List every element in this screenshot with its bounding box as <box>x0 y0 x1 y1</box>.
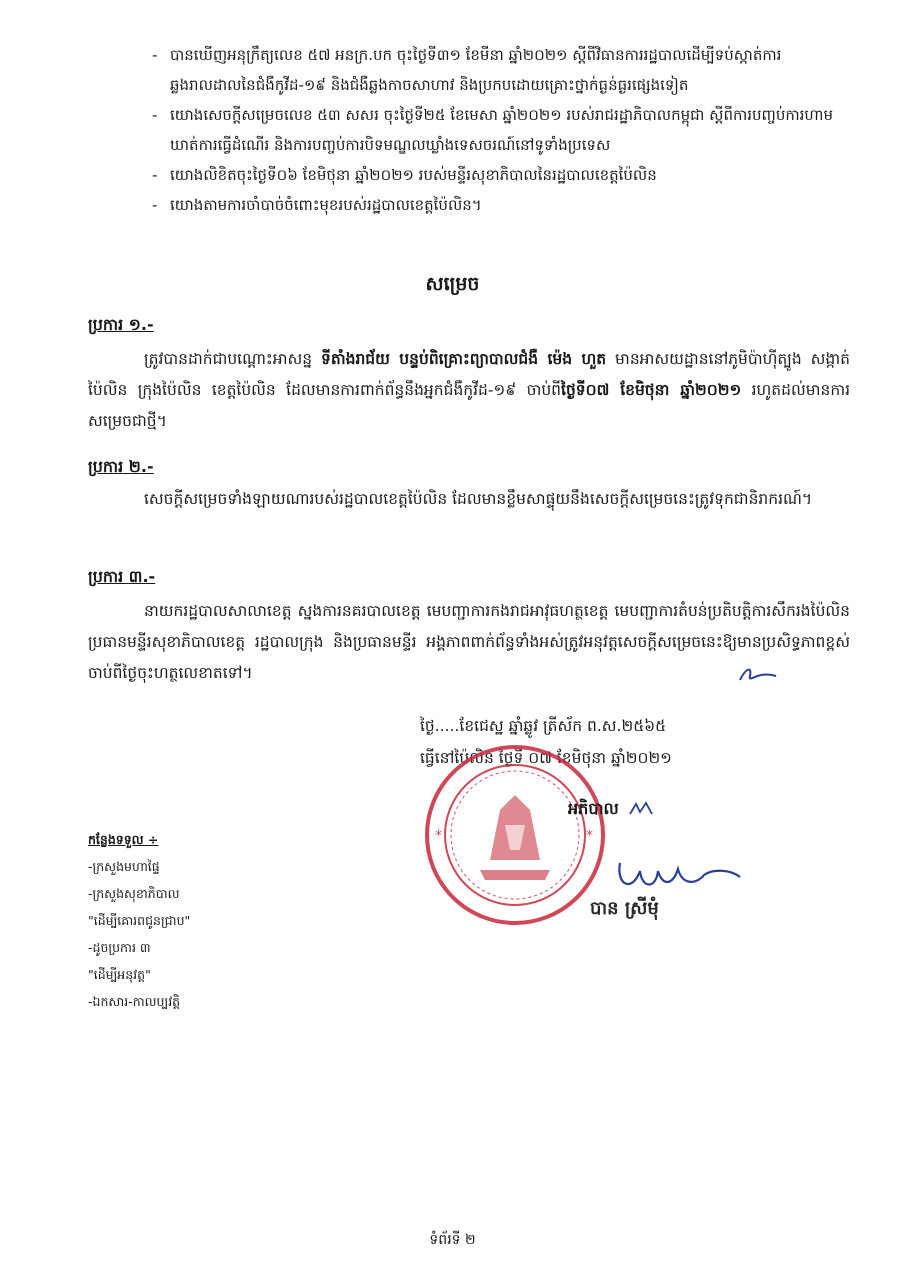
initials-mark <box>628 800 654 818</box>
reference-text: យោងសេចក្តីសម្រេចលេខ ៥៣ សសរ ចុះថ្ងៃទី២៥ ខែមេសា ឆ្នាំ២០២១ របស់រាជរដ្ឋាភិបាលកម្ពុជា ស្តីពីការបញ្ចប់ការហាមឃាត់ការធ្វើដំណើរ និងការបញ្ចប់ការបិទមណ្ឌលឃ្លាំងទេសចរណ៍នៅទូទាំងប្រទេស <box>170 106 833 154</box>
solar-date: ធ្វើនៅប៉ៃលិន ថ្ងៃទី ០៧ ខែមិថុនា ឆ្នាំ២០២១ <box>420 749 672 767</box>
reference-item: - យោងលិខិតចុះថ្ងៃទី០៦ ខែមិថុនា ឆ្នាំ២០២១ របស់មន្ទីរសុខាភិបាលនៃរដ្ឋបាលខេត្តប៉ៃលិន <box>152 166 657 184</box>
article-1-text <box>88 344 850 437</box>
article-1-pre: ត្រូវបានដាក់ជាបណ្ដោះអាសន្ន <box>144 350 322 368</box>
article-1-label: ប្រការ ១.- <box>88 315 154 334</box>
article-3-text: នាយករដ្ឋបាលសាលាខេត្ត ស្នងការនគរបាលខេត្ត មេបញ្ជាការកងរាជអាវុធហត្ថខេត្ត មេបញ្ជាការតំបន់ប្រតិបត្តិការសឹករងប៉ៃលិន ប្រធានមន្ទីរសុខាភិបាលខេត្ត រដ្ឋបាលក្រុង និងប្រធានមន្ទីរ អង្គភាពពាក់ព័ន្ធទាំងអស់ត្រូវអនុវត្តសេចក្តីសម្រេចនេះឱ្យមានប្រសិទ្ធភាពខ្ពស់ ចាប់ពីថ្ងៃចុះហត្ថលេខាតទៅ។ <box>88 602 850 682</box>
recipients-heading: កន្លែងទទួល ÷ <box>88 832 159 847</box>
svg-text:*: * <box>586 828 593 844</box>
references-list <box>152 40 852 220</box>
article-2-label: ប្រការ ២.- <box>88 457 154 476</box>
article-2-text: សេចក្តីសម្រេចទាំងឡាយណារបស់រដ្ឋបាលខេត្តប៉ៃលិន ដែលមានខ្លឹមសាផ្ទុយនឹងសេចក្តីសម្រេចនេះត្រូវទុកជានិរាករណ៍។ <box>144 490 813 508</box>
recipient-item: "ដើម្បីគោរពជូនជ្រាប" <box>88 913 191 928</box>
article-1-mid: មានអាសយដ្ឋាននៅភូមិប៉ាហុីត្បូង សង្កាត់ប៉ៃលិន ក្រុងប៉ៃលិន ខេត្តប៉ៃលិន ដែលមានការពាក់ព័ន្ធនឹងអ្នកជំងឺកូវីដ-១៩ ចាប់ពី <box>88 350 850 399</box>
article-1-location: ទីតាំងរាជ័យ បន្ទប់ពិគ្រោះព្យាបាលជំងឺ ម៉េង ហួត <box>321 350 607 368</box>
reference-text: យោងតាមការចាំបាច់ចំពោះមុខរបស់រដ្ឋបាលខេត្តប៉ៃលិន។ <box>170 196 482 214</box>
initials-mark <box>736 662 780 688</box>
article-1-post: រហូតដល់មានការសម្រេចជាថ្មី។ <box>88 381 850 430</box>
governor-title: អភិបាល <box>568 799 619 818</box>
recipient-item: "ដើម្បីអនុវត្ត" <box>88 967 151 982</box>
recipient-item: -ដូចប្រការ ៣ <box>88 940 151 955</box>
article-3-label: ប្រការ ៣.- <box>88 567 156 586</box>
governor-name: បាន ស្រីមុំ <box>590 898 659 919</box>
page-number: ទំព័រទី ២ <box>429 1232 476 1248</box>
svg-text:*: * <box>435 828 442 844</box>
recipients-list <box>88 826 190 1015</box>
reference-item: - យោងតាមការចាំបាច់ចំពោះមុខរបស់រដ្ឋបាលខេត្តប៉ៃលិន។ <box>152 196 482 214</box>
lunar-date: ថ្ងៃ.....ខែជេស្ឋ ឆ្នាំឆ្លូវ ត្រីស័ក ព.ស.២៥៦៥ <box>420 717 667 735</box>
reference-text: យោងលិខិតចុះថ្ងៃទី០៦ ខែមិថុនា ឆ្នាំ២០២១ របស់មន្ទីរសុខាភិបាលនៃរដ្ឋបាលខេត្តប៉ៃលិន <box>170 166 657 184</box>
reference-item: - បានឃើញអនុក្រឹត្យលេខ ៥៧ អនក្រ.បក ចុះថ្ងៃទី៣១ ខែមីនា ឆ្នាំ២០២១ ស្តីពីវិធានការរដ្ឋបាលដើម្បីទប់ស្កាត់ការឆ្លងរាលដាលនៃជំងឺកូវីដ-១៩ និងជំងឺឆ្លងកាចសាហាវ និងប្រកបដោយគ្រោះថ្នាក់ធ្ងន់ធ្ងរផ្សេងទៀត <box>152 46 782 94</box>
reference-item: - យោងសេចក្តីសម្រេចលេខ ៥៣ សសរ ចុះថ្ងៃទី២៥ ខែមេសា ឆ្នាំ២០២១ របស់រាជរដ្ឋាភិបាលកម្ពុជា ស្តីពីការបញ្ចប់ការហាមឃាត់ការធ្វើដំណើរ និងការបញ្ចប់ការបិទមណ្ឌលឃ្លាំងទេសចរណ៍នៅទូទាំងប្រទេស <box>152 106 833 154</box>
recipient-item: -ក្រសួងមហាផ្ទៃ <box>88 859 160 874</box>
recipient-item: -ក្រសួងសុខាភិបាល <box>88 886 180 901</box>
official-seal-icon <box>420 740 610 930</box>
recipient-item: -ឯកសារ-កាលប្បវត្តិ <box>88 994 181 1009</box>
article-1-date: ថ្ងៃទី០៧ ខែមិថុនា ឆ្នាំ២០២១ <box>561 381 742 399</box>
decision-heading: សម្រេច <box>425 273 480 295</box>
reference-text: បានឃើញអនុក្រឹត្យលេខ ៥៧ អនក្រ.បក ចុះថ្ងៃទី៣១ ខែមីនា ឆ្នាំ២០២១ ស្តីពីវិធានការរដ្ឋបាលដើម្បីទប់ស្កាត់ការឆ្លងរាលដាលនៃជំងឺកូវីដ-១៩ និងជំងឺឆ្លងកាចសាហាវ និងប្រកបដោយគ្រោះថ្នាក់ធ្ងន់ធ្ងរផ្សេងទៀត <box>170 46 782 94</box>
